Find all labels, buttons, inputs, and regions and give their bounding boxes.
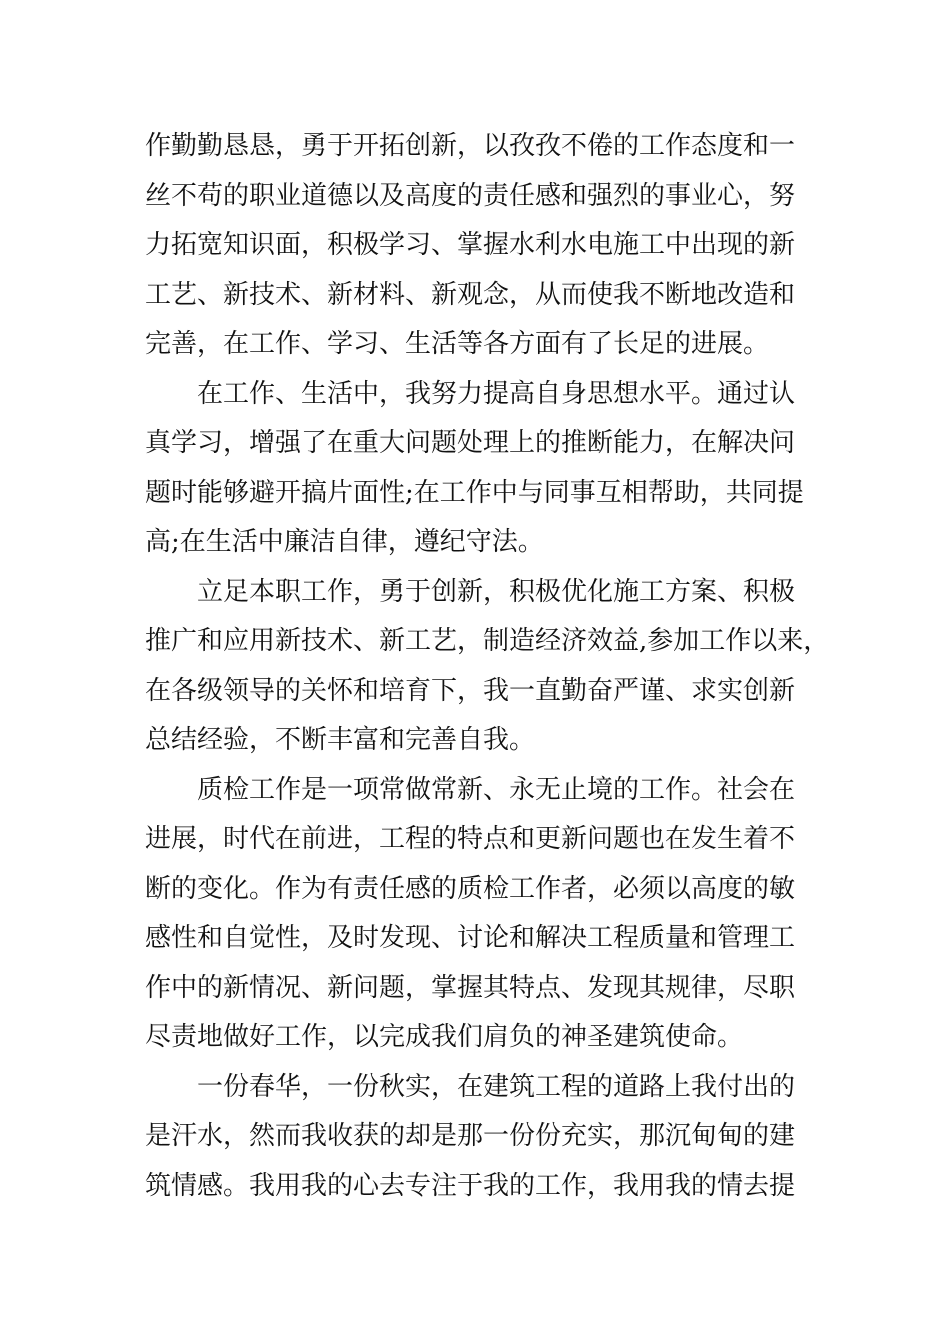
text-line: 一份春华，一份秋实，在建筑工程的道路上我付出的 xyxy=(197,1071,796,1102)
paragraph-2 xyxy=(145,370,810,568)
document-body xyxy=(145,122,830,1211)
paragraph-1 xyxy=(145,122,810,370)
text-line: 作中的新情况、新问题，掌握其特点、发现其规律，尽职 xyxy=(145,972,796,1003)
text-line: 筑情感。我用我的心去专注于我的工作，我用我的情去提 xyxy=(145,1170,796,1201)
text-line: 工艺、新技术、新材料、新观念，从而使我不断地改造和 xyxy=(145,279,796,310)
paragraph-5 xyxy=(145,1063,810,1212)
text-line: 力拓宽知识面，积极学习、掌握水利水电施工中出现的新 xyxy=(145,230,796,260)
text-line: 完善，在工作、学习、生活等各方面有了长足的进展。 xyxy=(145,329,770,359)
text-line: 在各级领导的关怀和培育下，我一直勤奋严谨、求实创新 xyxy=(145,675,796,706)
text-line: 进展，时代在前进，工程的特点和更新问题也在发生着不 xyxy=(145,824,796,854)
text-line: 推广和应用新技术、新工艺，制造经济效益,参加工作以来， xyxy=(145,626,830,656)
text-line: 尽责地做好工作，以完成我们肩负的神圣建筑使命。 xyxy=(145,1022,744,1052)
text-line: 真学习，增强了在重大问题处理上的推断能力，在解决问 xyxy=(145,428,796,458)
text-line: 总结经验，不断丰富和完善自我。 xyxy=(145,725,536,755)
text-line: 高;在生活中廉洁自律，遵纪守法。 xyxy=(145,527,544,557)
text-line: 立足本职工作，勇于创新，积极优化施工方案、积极 xyxy=(197,576,796,607)
text-line: 感性和自觉性，及时发现、讨论和解决工程质量和管理工 xyxy=(145,923,796,953)
text-line: 丝不苟的职业道德以及高度的责任感和强烈的事业心，努 xyxy=(145,180,796,211)
text-line: 质检工作是一项常做常新、永无止境的工作。社会在 xyxy=(197,774,796,805)
text-line: 作勤勤恳恳，勇于开拓创新，以孜孜不倦的工作态度和一 xyxy=(145,131,796,161)
paragraph-3 xyxy=(145,568,830,766)
text-line: 在工作、生活中，我努力提高自身思想水平。通过认 xyxy=(197,378,796,409)
text-line: 断的变化。作为有责任感的质检工作者，必须以高度的敏 xyxy=(145,873,796,904)
text-line: 是汗水，然而我收获的却是那一份份充实，那沉甸甸的建 xyxy=(145,1121,796,1151)
paragraph-4 xyxy=(145,766,810,1063)
text-line: 题时能够避开搞片面性;在工作中与同事互相帮助，共同提 xyxy=(145,477,804,508)
